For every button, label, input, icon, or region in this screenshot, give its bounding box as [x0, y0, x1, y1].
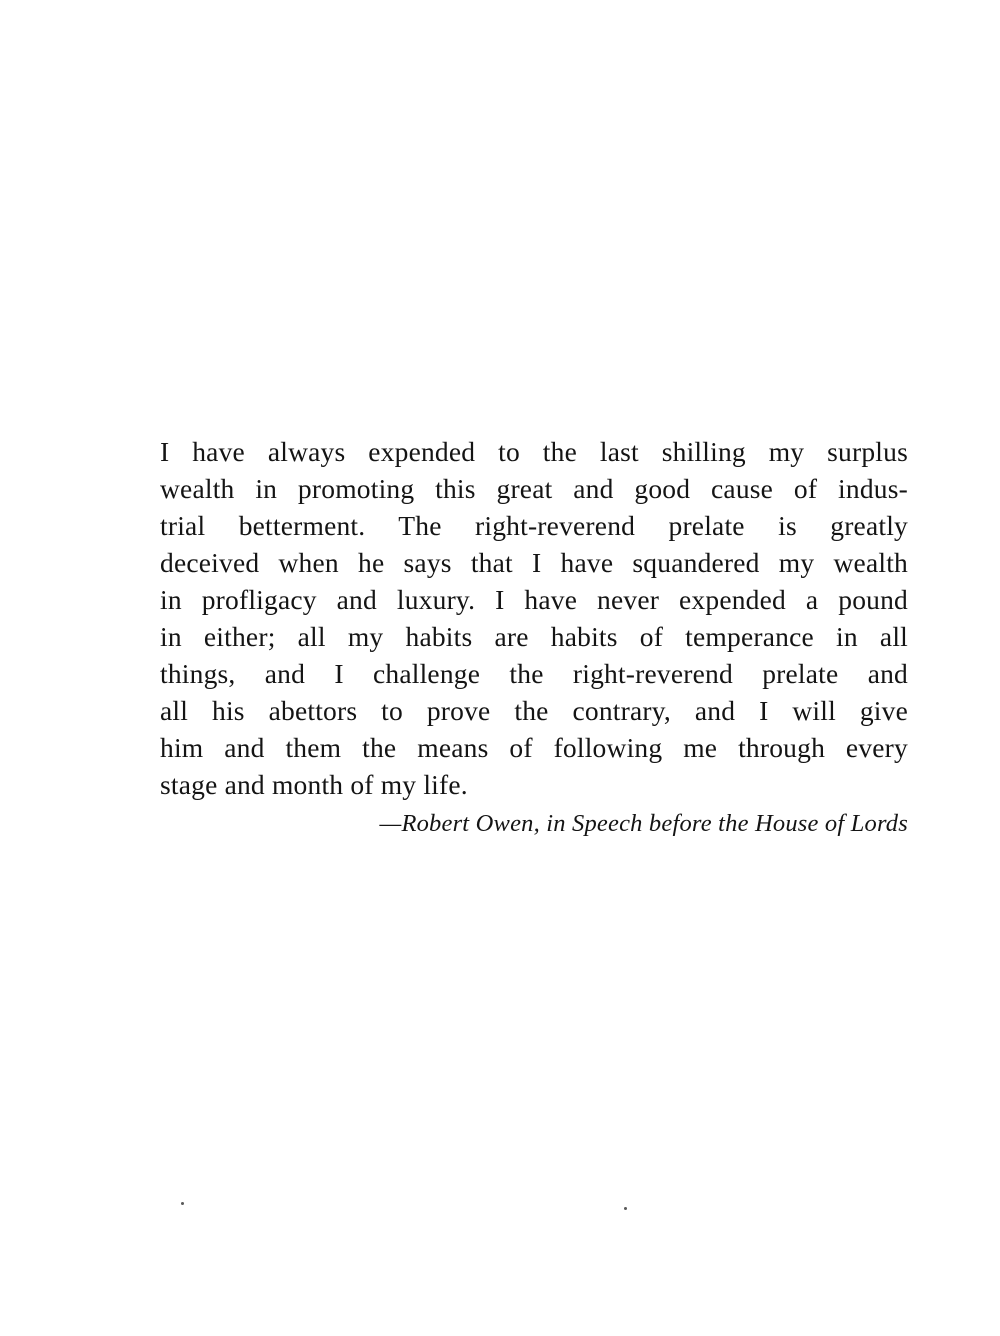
quote-attribution: —Robert Owen, in Speech before the House of Lords: [379, 810, 908, 837]
quote-line: in either; all my habits are habits of temperance in all: [160, 621, 908, 652]
epigraph-quote: [160, 433, 908, 841]
quote-line: him and them the means of following me through every: [160, 732, 908, 763]
quote-line: in profligacy and luxury. I have never expended a pound: [160, 584, 908, 615]
print-artifact-dot: [624, 1207, 627, 1210]
quote-line: deceived when he says that I have squandered my wealth: [160, 547, 908, 578]
quote-line: stage and month of my life.: [160, 769, 468, 800]
quote-line: wealth in promoting this great and good cause of indus-: [160, 473, 908, 504]
quote-line: I have always expended to the last shilling my surplus: [160, 436, 908, 467]
quote-line: things, and I challenge the right-reverend prelate and: [160, 658, 908, 689]
print-artifact-dot: [181, 1202, 184, 1205]
quote-line: all his abettors to prove the contrary, and I will give: [160, 695, 908, 726]
quote-line: trial betterment. The right-reverend prelate is greatly: [160, 510, 908, 541]
